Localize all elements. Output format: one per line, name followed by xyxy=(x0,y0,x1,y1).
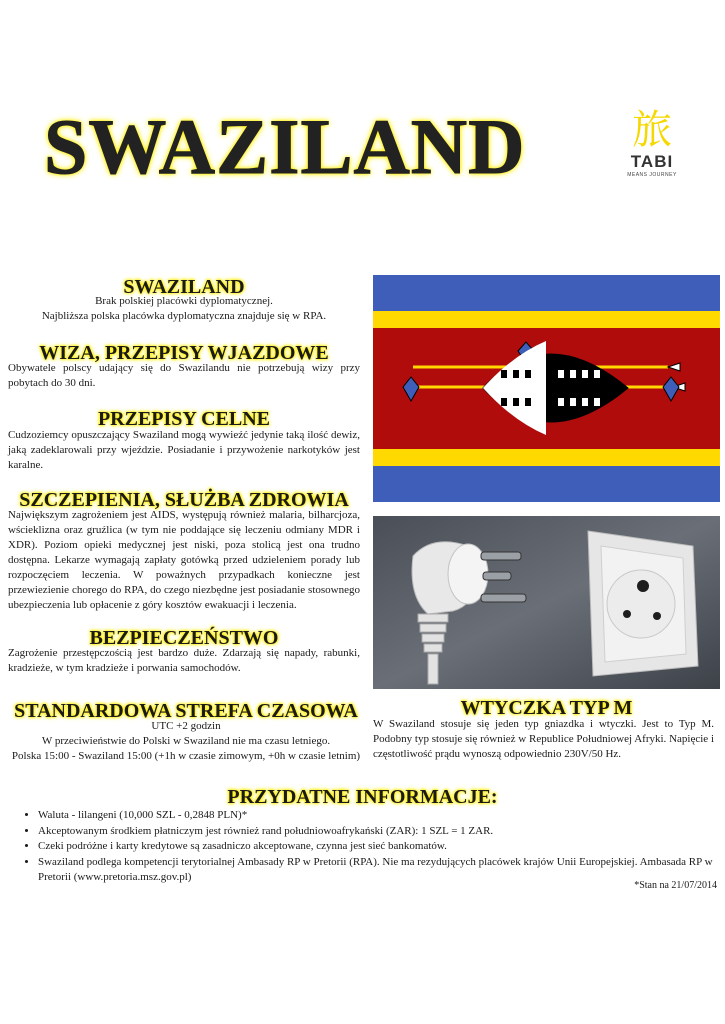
plug-type-m-image xyxy=(373,516,720,689)
plug-text: W Swaziland stosuje się jeden typ gniazdka i wtyczki. Jest to Typ M. Podobny typ stosuje się również w Republice Południowej Afryki. Napięcie i częstotliwość prądu wynoszą odpowiednio 230V/50 Hz. xyxy=(373,718,714,760)
health-heading: SZCZEPIENIA, SŁUŻBA ZDROWIA xyxy=(19,489,349,511)
swaziland-flag-image xyxy=(373,275,720,502)
health-text: Największym zagrożeniem jest AIDS, występują również malaria, bilharcjoza, wścieklizna oraz gruźlica (w tym nie poddające się leczeniu odmiany MDR i XDR). Poziom opieki medycznej jest niski, poza stolicą jest ona trudno dostępna. Lekarze wymagają zapłaty gotówką przed udzieleniem porady lub rozpoczęciem leczenia. W poważnych przypadkach konieczne jest przewiezienie chorego do RPA, do czego niezbędne jest posiadanie stosownego ubezpieczenia lub opłacenie z góry kosztów ewakuacji i leczenia. xyxy=(8,509,360,611)
page-title: SWAZILAND xyxy=(44,103,526,190)
timezone-text xyxy=(0,719,372,764)
plug-heading: WTYCZKA TYP M xyxy=(460,697,633,719)
list-item: • Swaziland podlega kompetencji terytorialnej Ambasady RP w Pretorii (RPA). Nie ma rezydujących placówek krajów Unii Europejskiej. Ambasada RP w Pretorii (www.pretoria.msz.gov.pl) xyxy=(38,855,725,886)
visa-text: Obywatele polscy udający się do Swazilandu nie potrzebują wizy przy pobytach do 30 dni. xyxy=(8,362,360,389)
embassy-heading: SWAZILAND xyxy=(123,276,245,298)
useful-heading: PRZYDATNE INFORMACJE: xyxy=(227,786,498,808)
footnote: *Stan na 21/07/2014 xyxy=(634,880,717,891)
useful-list xyxy=(8,808,725,886)
customs-heading: PRZEPISY CELNE xyxy=(97,408,271,430)
embassy-line-2: Najbliższa polska placówka dyplomatyczna znajduje się w RPA. xyxy=(41,310,327,322)
safety-text: Zagrożenie przestępczością jest bardzo duże. Zdarzają się napady, rabunki, kradzieże, w tym kradzieże i porwania samochodów. xyxy=(8,647,360,674)
logo-glyph: 旅 xyxy=(632,107,672,153)
timezone-heading: STANDARDOWA STREFA CZASOWA xyxy=(14,700,358,722)
timezone-line-1: UTC +2 godzin xyxy=(151,720,221,732)
timezone-line-2: W przeciwieństwie do Polski w Swaziland nie ma czasu letniego. xyxy=(41,735,331,747)
tabi-logo xyxy=(622,107,682,178)
timezone-line-3: Polska 15:00 - Swaziland 15:00 (+1h w czasie zimowym, +0h w czasie letnim) xyxy=(11,750,361,762)
list-item: • Waluta - lilangeni (10,000 SZL - 0,2848 PLN)* xyxy=(38,808,725,824)
safety-heading: BEZPIECZEŃSTWO xyxy=(89,627,279,649)
embassy-line-1: Brak polskiej placówki dyplomatycznej. xyxy=(95,295,273,307)
embassy-text xyxy=(0,294,368,324)
customs-text: Cudzoziemcy opuszczający Swaziland mogą wywieźć jedynie taką ilość dewiz, jaką zadeklarowali przy wjeździe. Posiadanie i przywożenie narkotyków jest karalne. xyxy=(8,429,360,471)
list-item: • Akceptowanym środkiem płatniczym jest również rand południowoafrykański (ZAR): 1 SZL = 1 ZAR. xyxy=(38,824,725,840)
logo-brand: TABI xyxy=(630,152,674,171)
visa-heading: WIZA, PRZEPISY WJAZDOWE xyxy=(39,342,329,364)
list-item: • Czeki podróżne i karty kredytowe są zasadniczo akceptowane, czynna jest sieć bankomatów. xyxy=(38,839,725,855)
logo-tagline: MEANS JOURNEY xyxy=(627,172,677,178)
